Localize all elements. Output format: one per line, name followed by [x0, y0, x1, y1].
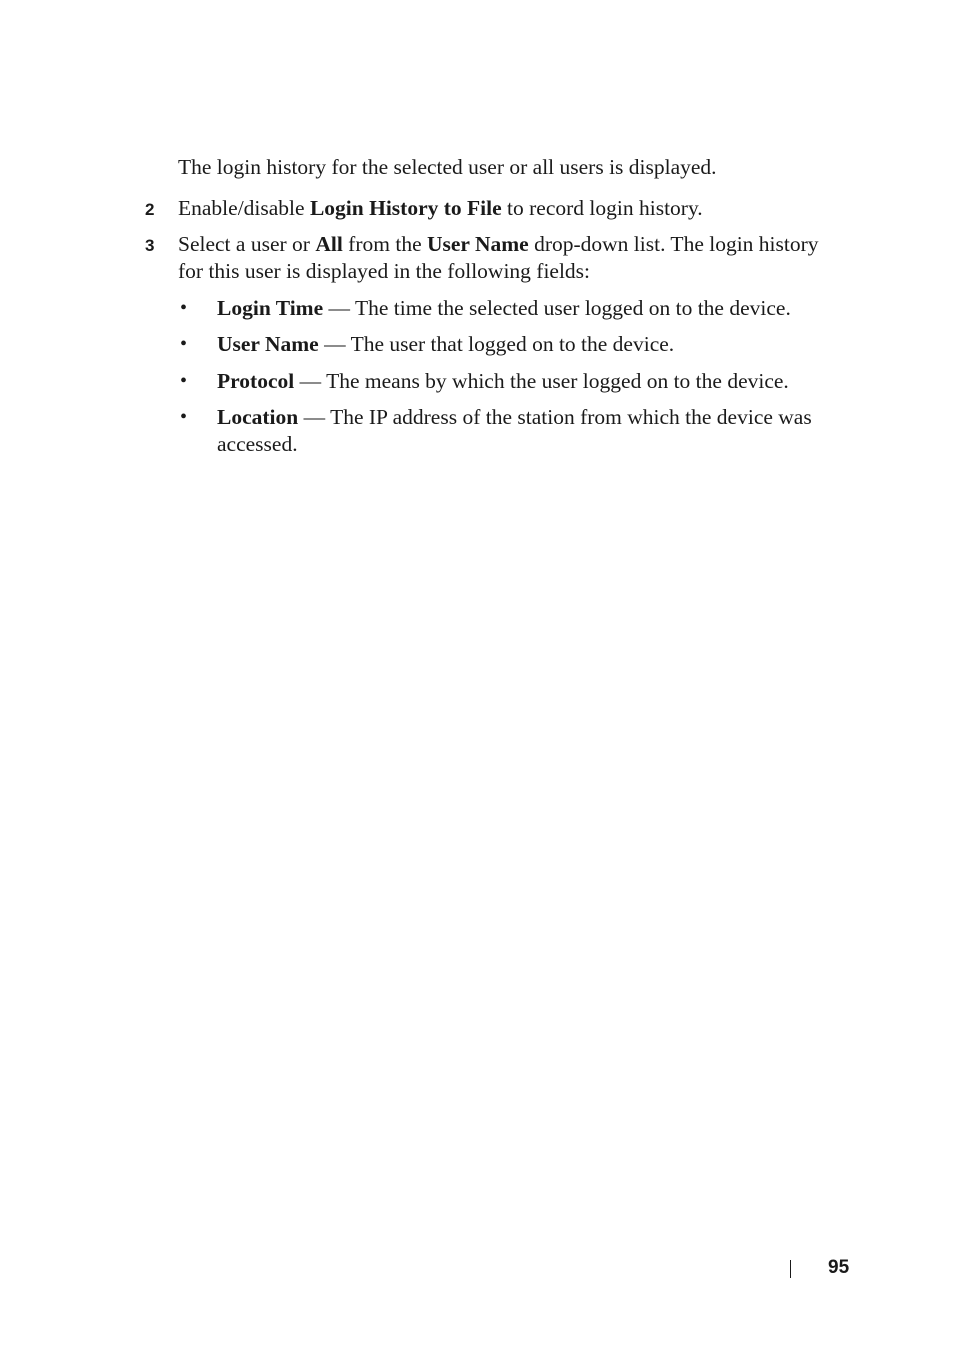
bullet-item-location — [217, 404, 812, 431]
field-term: User Name — [217, 332, 319, 356]
page-number: 95 — [828, 1257, 850, 1278]
footer-divider — [790, 1260, 791, 1278]
bullet-item-user-name — [217, 331, 674, 358]
step-number: 3 — [145, 236, 155, 255]
field-description-continuation: accessed. — [217, 432, 298, 456]
bullet-item-protocol — [217, 368, 789, 395]
step-2-text-part: Enable/disable — [178, 196, 310, 220]
field-term: Protocol — [217, 369, 295, 393]
bullet-icon: • — [180, 297, 188, 319]
bullet-icon: • — [180, 370, 188, 392]
field-description: — The time the selected user logged on to the device. — [323, 296, 791, 320]
ui-term-login-history-to-file: Login History to File — [309, 196, 502, 220]
field-term: Location — [217, 405, 299, 429]
step-2-text-part: to record login history. — [501, 196, 703, 220]
field-term: Login Time — [217, 296, 324, 320]
bullet-item-login-time — [217, 295, 791, 322]
step-2-text — [178, 195, 703, 222]
bullet-icon: • — [180, 406, 188, 428]
field-description: — The user that logged on to the device. — [318, 332, 675, 356]
field-description: — The means by which the user logged on to the device. — [294, 369, 789, 393]
step-3-text-part: drop-down list. The login history — [528, 232, 819, 256]
step-number: 2 — [145, 200, 155, 219]
bullet-icon: • — [180, 333, 188, 355]
step-3-text-part: Select a user or — [178, 232, 316, 256]
field-description: — The IP address of the station from which the device was — [298, 405, 812, 429]
ui-term-all: All — [315, 232, 343, 256]
ui-term-user-name: User Name — [426, 232, 529, 256]
intro-paragraph: The login history for the selected user or all users is displayed. — [178, 155, 717, 179]
step-3-text-line-2: for this user is displayed in the following fields: — [178, 259, 591, 283]
step-3-text-line-1 — [178, 231, 819, 258]
step-3-text-part: from the — [342, 232, 427, 256]
